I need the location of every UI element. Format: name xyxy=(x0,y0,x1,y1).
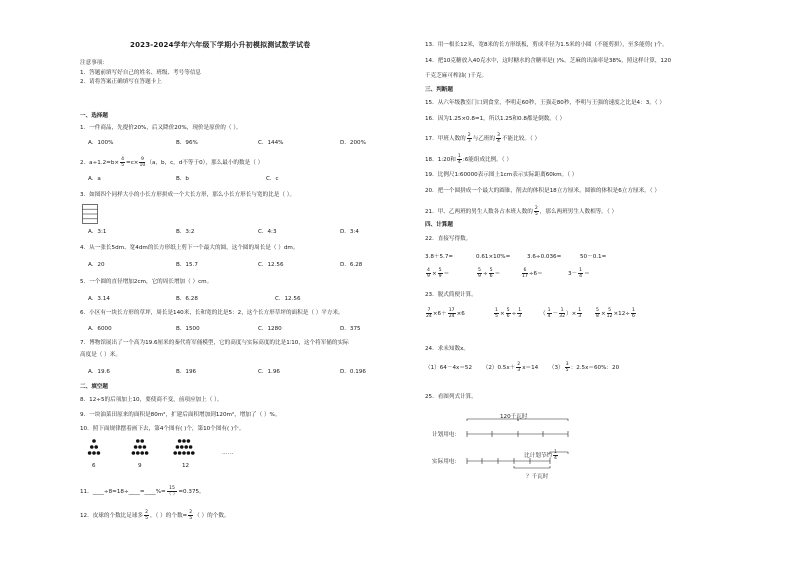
actual-label: 实际用电： xyxy=(432,459,460,465)
option: C．1280 xyxy=(258,326,282,332)
pattern-dot xyxy=(94,445,98,449)
question-2: 2．a÷1.2=b× $\frac{4}{5}$ =c× $\frac{9}{10}$ （a，b，c，d不等于0），那么最小的数是（ ） xyxy=(80,157,264,168)
calc-row: $\frac{4}{9}$ × $\frac{5}{9}$ ＝ xyxy=(427,268,450,279)
pattern-dot xyxy=(134,445,138,449)
question-16: 16．因为1.25×0.8=1，所以1.25和0.8都是倒数。（ ） xyxy=(425,116,566,122)
plan-label: 计划用电： xyxy=(432,432,460,438)
option: B．196 xyxy=(176,369,197,375)
option: C．144% xyxy=(258,140,284,146)
calc-row: $\frac{1}{5}$ × $\frac{5}{6}$ ÷ $\frac{1}{3}$ xyxy=(495,308,522,319)
calc-item: 3.8＋5.7= xyxy=(425,254,454,260)
question-3: 3．如图四个同样大小的小长方形拼成一个大长方形，那么小长方形长与宽的比是（ ）。 xyxy=(80,192,296,198)
pattern-label: 9 xyxy=(138,463,142,469)
question-7: 7．博物馆展出了一个高为19.6厘米的秦代将军俑模型，它的高度与实际高度的比是1∶10，这个将军俑的实际 xyxy=(80,340,349,346)
calc-row: $\frac{5}{9}$ ÷ $\frac{5}{6}$ ＝ xyxy=(478,268,501,279)
option: C．c xyxy=(266,176,279,182)
option: A．20 xyxy=(88,262,105,268)
section-heading: 四、计算题 xyxy=(425,222,453,228)
pattern-dot xyxy=(182,451,186,455)
pattern-dot xyxy=(178,439,182,443)
option: D．200% xyxy=(340,140,366,146)
pattern-dot xyxy=(187,451,191,455)
question-21: 21．甲、乙两班的男生人数各占本班人数的 $\frac{2}{5}$ ，那么两班男生人数相等。（ ） xyxy=(425,206,618,217)
question-7-cont: 高度是（ ）米。 xyxy=(80,352,121,358)
pattern-dot xyxy=(182,439,186,443)
question-24: 24．求未知数x。 xyxy=(425,346,469,352)
pattern-dot xyxy=(92,439,96,443)
pattern-dot xyxy=(184,445,188,449)
pattern-dot xyxy=(88,451,92,455)
calc-item: 50－0.1= xyxy=(580,254,607,260)
exam-title: 2023-2024学年六年级下学期小升初模拟测试数学试卷 xyxy=(130,41,311,49)
question-19: 19．比例尺1:60000表示图上1cm表示实际距离60km。（ ） xyxy=(425,172,578,178)
question-15: 15．从六年级教室门口到食堂，李明走60秒，王强走80秒，李明与王强的速度之比是4：3。（ ） xyxy=(425,100,666,106)
section-heading: 二、填空题 xyxy=(80,384,108,390)
option: B．1500 xyxy=(176,326,200,332)
pattern-dot xyxy=(90,445,94,449)
line-diagram xyxy=(460,418,570,478)
question-25: 25．看图列式计算。 xyxy=(425,394,477,400)
option: D．6.28 xyxy=(340,262,363,268)
option: A．6000 xyxy=(88,326,112,332)
pattern-label: 6 xyxy=(92,463,96,469)
option: A．100% xyxy=(88,140,114,146)
option: C．12.56 xyxy=(258,262,284,268)
pattern-dot xyxy=(136,451,140,455)
option: A．a xyxy=(88,176,101,182)
option: B．6.28 xyxy=(176,296,198,302)
question-18: 18．1:20和 $\frac{1}{4}$ :6能组成比例。（ ） xyxy=(425,154,512,165)
option: C．4:3 xyxy=(258,229,277,235)
option: A．3:1 xyxy=(88,229,107,235)
pattern-label: 12 xyxy=(182,463,190,469)
question-14: 14．把10克糖放入40克水中，这时糖水的含糖率是( )%。芝麻的出油率是38%，照这样计算，120 xyxy=(425,58,672,64)
question-22: 22．直接写得数。 xyxy=(425,236,472,242)
pattern-dot xyxy=(97,451,101,455)
pattern-dot xyxy=(132,451,136,455)
diagram-note: 比计划节约 $\frac{1}{4}$ xyxy=(524,450,557,461)
question-5: 5．一个圆的直径增加2cm，它的周长增加（ ）cm。 xyxy=(80,279,213,285)
pattern-dot xyxy=(143,445,147,449)
question-20: 20．把一个圆拼成一个最大的圆锥，削去的体积是18立方厘米，圆锥的体积是6立方厘米。（ ） xyxy=(425,188,660,194)
option: D．375 xyxy=(340,326,361,332)
pattern-dot xyxy=(136,439,140,443)
option: B．3:2 xyxy=(176,229,195,235)
option: B．15.7 xyxy=(176,262,198,268)
question-11: 11．____÷8=18÷____=____%= $\frac{15}{( )}$ =0.375。 xyxy=(80,486,205,497)
option: D．0.196 xyxy=(340,369,366,375)
calc-row: $\frac{7}{24}$ ×6＋ $\frac{17}{24}$ ×6 xyxy=(426,308,465,319)
question-12: 12．皮球的个数比足球多 $\frac{2}{5}$ ，（ ）的个数= $\frac{2}{5}$ （ ）的个数。 xyxy=(80,510,230,521)
section-heading: 一、选择题 xyxy=(80,113,108,119)
calc-row: $\frac{5}{8}$ × $\frac{5}{12}$ ×12÷ $\frac{1}{6}$ xyxy=(596,308,635,319)
question-4: 4．从一张长5dm、宽4dm的长方形纸上剪下一个最大的圆，这个圆的周长是（ ）dm。 xyxy=(80,245,299,251)
question-10: 10．照下面规律摆着画下去，第4个图有( )个，第10个图有( )个。 xyxy=(80,426,245,432)
pattern-dot xyxy=(173,451,177,455)
option: B．96% xyxy=(176,140,198,146)
diagram-bottom-label: ？千瓦时 xyxy=(526,474,549,480)
question-23: 23．脱式简便计算。 xyxy=(425,292,477,298)
calc-item: 3.6÷0.036= xyxy=(527,254,562,260)
option: D．3:4 xyxy=(340,229,359,235)
question-1: 1．一件商品，先提价20%，后又降价20%，现价是原价的（ ）。 xyxy=(80,125,242,131)
pattern-dot xyxy=(180,445,184,449)
question-9: 9．一块油菜田原来的面积是80m²，扩建后面积增加到120m²，增加了（ ）%。 xyxy=(80,412,281,418)
notice-item: 1．答题前填写好自己的姓名、班级、考号等信息 xyxy=(80,70,202,76)
option: A．3.14 xyxy=(88,296,110,302)
pattern-dot xyxy=(187,439,191,443)
section-heading: 三、判断题 xyxy=(425,87,453,93)
pattern-dot xyxy=(176,445,180,449)
calc-row: （ $\frac{1}{4}$ － $\frac{1}{32}$ ）× $\frac{1}{3}$ xyxy=(540,308,582,319)
question-8: 8．12÷5的后项加上10，要使商不变，前项应加上（ ）。 xyxy=(80,397,223,403)
rectangle-figure xyxy=(82,204,98,224)
option: A．19.6 xyxy=(88,369,110,375)
option: B．b xyxy=(176,176,189,182)
pattern-label: …… xyxy=(222,450,234,456)
option: C．1.96 xyxy=(258,369,280,375)
calc-row: 3－ $\frac{1}{4}$ ＝ xyxy=(568,268,590,279)
pattern-dot xyxy=(178,451,182,455)
pattern-dot xyxy=(140,451,144,455)
question-14-cont: 千克芝麻可榨油( )千克。 xyxy=(425,73,488,79)
question-13: 13．用一根长12米，宽8米的长方形纸板，剪成半径为1.5米的小圆（不能剪拼），至多能剪( )个。 xyxy=(425,42,668,48)
calc-row: $\frac{6}{17}$ ÷6＝ xyxy=(522,268,543,279)
equation-row: （1）64－4x＝52 （2）0.5x＋ $\frac{2}{3}$ x＝14 （3） $\frac{3}{5}$ ：2.5x＝60%：20 xyxy=(425,362,620,373)
pattern-dot xyxy=(92,451,96,455)
option: C．12.56 xyxy=(275,296,301,302)
pattern-dot xyxy=(191,451,195,455)
pattern-dot xyxy=(189,445,193,449)
calc-item: 0.61×10%= xyxy=(476,254,511,260)
pattern-dot xyxy=(145,451,149,455)
notice-item: 2．请将答案正确填写在答题卡上 xyxy=(80,79,162,85)
dot-pattern xyxy=(88,438,218,460)
diagram-top-label: 120千瓦时 xyxy=(500,414,528,420)
notice-heading: 注意事项： xyxy=(80,60,108,66)
question-17: 17．甲班人数的 $\frac{2}{3}$ 与乙班的 $\frac{3}{4}$ 不能比较。（ ） xyxy=(425,133,541,144)
question-6: 6．小区有一块长方形的草坪，周长是140米，长和宽的比是5：2，这个长方形草坪的面积是（ ）平方米。 xyxy=(80,310,344,316)
pattern-dot xyxy=(138,445,142,449)
pattern-dot xyxy=(140,439,144,443)
